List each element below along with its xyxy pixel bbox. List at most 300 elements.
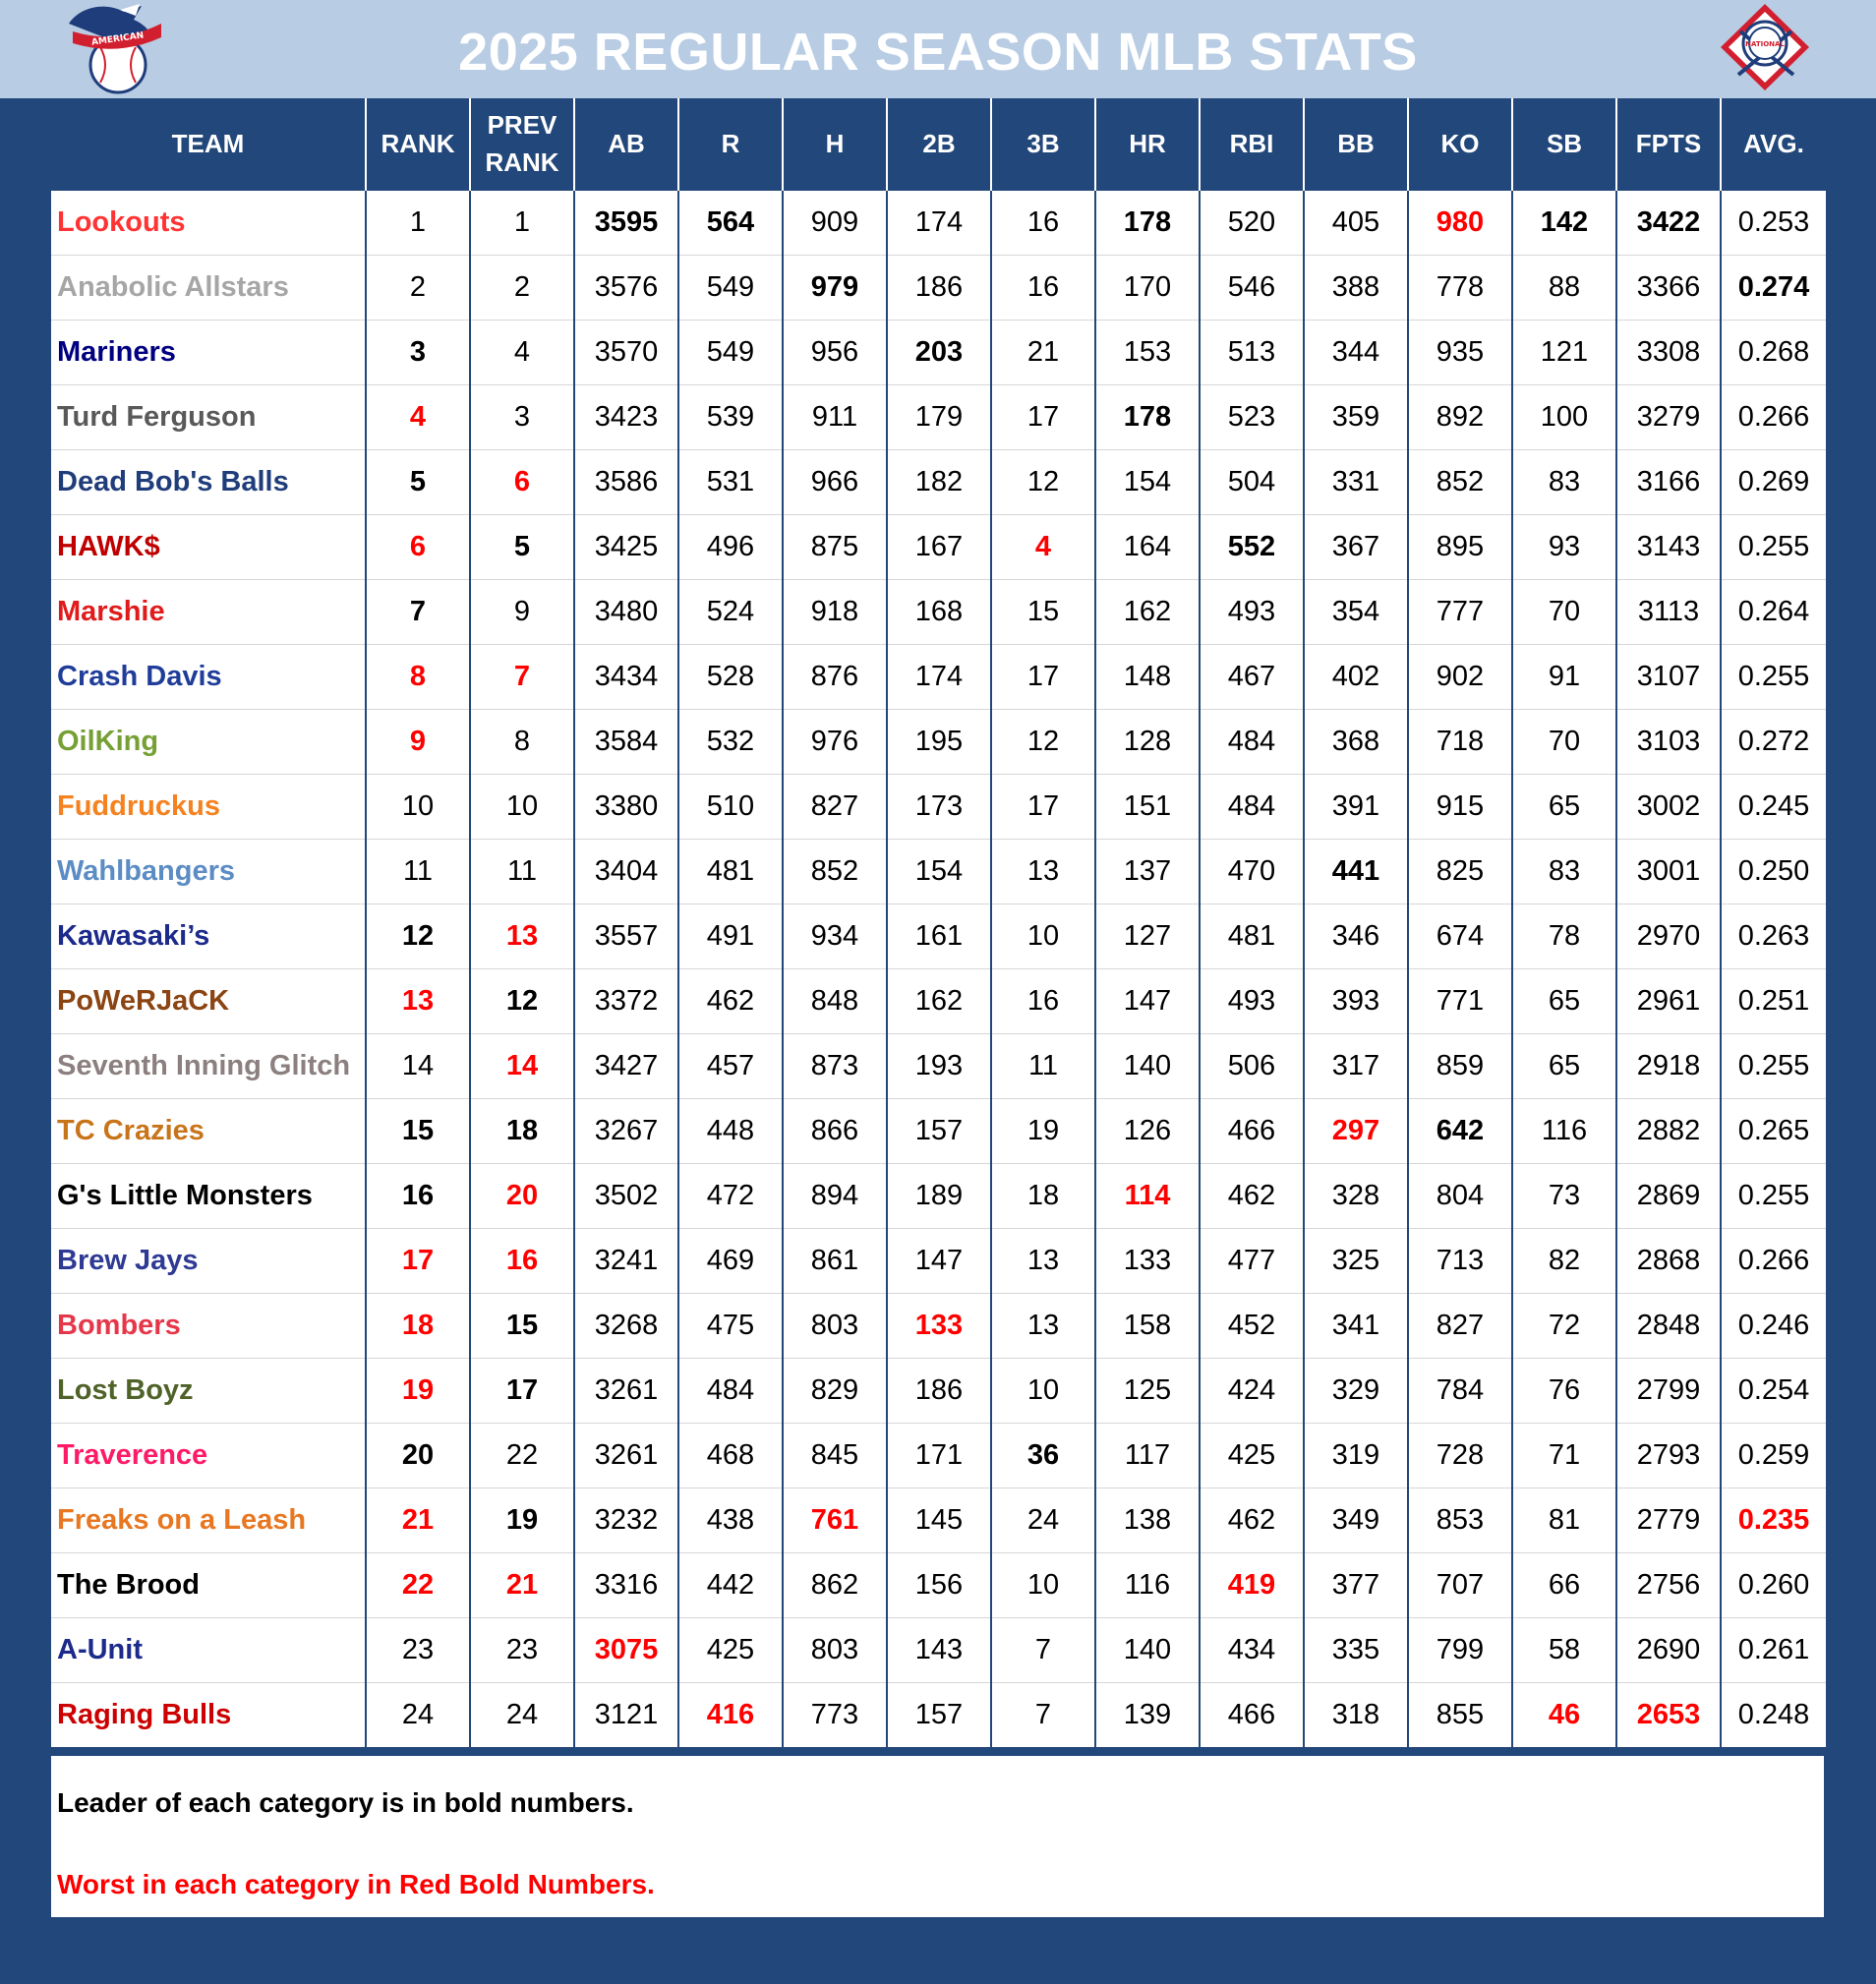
stat-cell-b3: 7: [991, 1683, 1095, 1748]
table-row: [51, 385, 1826, 450]
stat-cell-b2: 157: [887, 1099, 991, 1164]
team-name-cell: HAWK$: [51, 515, 366, 580]
stat-cell-b3: 12: [991, 450, 1095, 515]
stat-cell-hr: 125: [1095, 1359, 1200, 1424]
stat-cell-rank: 16: [366, 1164, 470, 1229]
stat-cell-rank: 20: [366, 1424, 470, 1488]
stat-cell-r: 531: [678, 450, 783, 515]
stat-cell-b2: 133: [887, 1294, 991, 1359]
stat-cell-rank: 9: [366, 710, 470, 775]
stat-cell-bb: 325: [1304, 1229, 1408, 1294]
stat-cell-bb: 441: [1304, 840, 1408, 904]
stat-cell-ko: 827: [1408, 1294, 1512, 1359]
stat-cell-rbi: 466: [1200, 1683, 1304, 1748]
stat-cell-fpts: 2756: [1616, 1553, 1721, 1618]
stat-cell-sb: 65: [1512, 1034, 1616, 1099]
stat-cell-r: 468: [678, 1424, 783, 1488]
stat-cell-avg: 0.255: [1721, 515, 1826, 580]
stat-cell-rbi: 520: [1200, 190, 1304, 256]
stat-cell-rbi: 424: [1200, 1359, 1304, 1424]
col-header-team: [51, 98, 366, 190]
stat-cell-b2: 186: [887, 1359, 991, 1424]
stat-cell-rbi: 462: [1200, 1164, 1304, 1229]
col-header-label: HR: [1129, 129, 1166, 158]
stat-cell-b2: 162: [887, 969, 991, 1034]
team-name-cell: Freaks on a Leash: [51, 1488, 366, 1553]
stat-cell-r: 484: [678, 1359, 783, 1424]
team-name-cell: A-Unit: [51, 1618, 366, 1683]
stat-cell-ab: 3241: [574, 1229, 678, 1294]
stat-cell-ab: 3404: [574, 840, 678, 904]
table-row: [51, 1424, 1826, 1488]
stat-cell-avg: 0.250: [1721, 840, 1826, 904]
stat-cell-rbi: 493: [1200, 580, 1304, 645]
stat-cell-hr: 164: [1095, 515, 1200, 580]
stat-cell-hr: 117: [1095, 1424, 1200, 1488]
team-name-cell: Bombers: [51, 1294, 366, 1359]
stat-cell-bb: 329: [1304, 1359, 1408, 1424]
team-name-cell: Seventh Inning Glitch: [51, 1034, 366, 1099]
stat-cell-fpts: 2882: [1616, 1099, 1721, 1164]
stat-cell-rank: 13: [366, 969, 470, 1034]
stat-cell-bb: 388: [1304, 256, 1408, 321]
stat-cell-b2: 182: [887, 450, 991, 515]
stat-cell-ab: 3261: [574, 1424, 678, 1488]
stat-cell-h: 934: [783, 904, 887, 969]
stat-cell-hr: 126: [1095, 1099, 1200, 1164]
page-title: 2025 REGULAR SEASON MLB STATS: [458, 23, 1418, 82]
stat-cell-b2: 179: [887, 385, 991, 450]
stat-cell-rbi: 552: [1200, 515, 1304, 580]
stat-cell-ko: 935: [1408, 321, 1512, 385]
stat-cell-hr: 116: [1095, 1553, 1200, 1618]
stat-cell-b3: 19: [991, 1099, 1095, 1164]
stat-cell-r: 491: [678, 904, 783, 969]
stat-cell-b2: 154: [887, 840, 991, 904]
stat-cell-avg: 0.268: [1721, 321, 1826, 385]
stat-cell-r: 532: [678, 710, 783, 775]
col-header-label: AB: [608, 129, 645, 158]
stats-table: [51, 98, 1826, 1747]
team-name-cell: Lost Boyz: [51, 1359, 366, 1424]
stat-cell-b2: 189: [887, 1164, 991, 1229]
stat-cell-prev-rank: 22: [470, 1424, 574, 1488]
stat-cell-b3: 13: [991, 1229, 1095, 1294]
stat-cell-h: 918: [783, 580, 887, 645]
team-name-cell: Traverence: [51, 1424, 366, 1488]
stat-cell-r: 549: [678, 256, 783, 321]
stat-cell-bb: 328: [1304, 1164, 1408, 1229]
stat-cell-ab: 3425: [574, 515, 678, 580]
team-name-cell: Fuddruckus: [51, 775, 366, 840]
stat-cell-avg: 0.274: [1721, 256, 1826, 321]
stat-cell-sb: 78: [1512, 904, 1616, 969]
stat-cell-ab: 3576: [574, 256, 678, 321]
stat-cell-fpts: 3422: [1616, 190, 1721, 256]
stat-cell-rank: 8: [366, 645, 470, 710]
stat-cell-hr: 128: [1095, 710, 1200, 775]
stat-cell-ko: 778: [1408, 256, 1512, 321]
stat-cell-fpts: 3366: [1616, 256, 1721, 321]
stat-cell-sb: 76: [1512, 1359, 1616, 1424]
stat-cell-h: 848: [783, 969, 887, 1034]
stat-cell-sb: 82: [1512, 1229, 1616, 1294]
stat-cell-rbi: 477: [1200, 1229, 1304, 1294]
stat-cell-bb: 377: [1304, 1553, 1408, 1618]
team-name-cell: TC Crazies: [51, 1099, 366, 1164]
stat-cell-prev-rank: 8: [470, 710, 574, 775]
stat-cell-ko: 718: [1408, 710, 1512, 775]
stat-cell-rank: 1: [366, 190, 470, 256]
stat-cell-prev-rank: 9: [470, 580, 574, 645]
stat-cell-hr: 148: [1095, 645, 1200, 710]
stat-cell-prev-rank: 7: [470, 645, 574, 710]
stat-cell-fpts: 2653: [1616, 1683, 1721, 1748]
stat-cell-avg: 0.266: [1721, 1229, 1826, 1294]
stat-cell-rank: 23: [366, 1618, 470, 1683]
stat-cell-r: 496: [678, 515, 783, 580]
table-row: [51, 1553, 1826, 1618]
stat-cell-ko: 892: [1408, 385, 1512, 450]
stat-cell-hr: 140: [1095, 1034, 1200, 1099]
stat-cell-ab: 3570: [574, 321, 678, 385]
stat-cell-sb: 71: [1512, 1424, 1616, 1488]
stat-cell-avg: 0.265: [1721, 1099, 1826, 1164]
stat-cell-bb: 402: [1304, 645, 1408, 710]
col-header-avg: [1721, 98, 1826, 190]
american-league-text: AMERICAN: [90, 30, 145, 48]
stat-cell-avg: 0.255: [1721, 1034, 1826, 1099]
stat-cell-sb: 73: [1512, 1164, 1616, 1229]
stat-cell-h: 875: [783, 515, 887, 580]
stat-cell-rank: 14: [366, 1034, 470, 1099]
stat-cell-sb: 142: [1512, 190, 1616, 256]
stat-cell-r: 524: [678, 580, 783, 645]
stat-cell-h: 773: [783, 1683, 887, 1748]
stat-cell-hr: 151: [1095, 775, 1200, 840]
stat-cell-prev-rank: 18: [470, 1099, 574, 1164]
stat-cell-sb: 65: [1512, 775, 1616, 840]
stat-cell-b2: 195: [887, 710, 991, 775]
stat-cell-b2: 145: [887, 1488, 991, 1553]
stat-cell-prev-rank: 14: [470, 1034, 574, 1099]
stat-cell-rank: 4: [366, 385, 470, 450]
stat-cell-ko: 855: [1408, 1683, 1512, 1748]
stat-cell-h: 866: [783, 1099, 887, 1164]
team-name-cell: Marshie: [51, 580, 366, 645]
stat-cell-rank: 18: [366, 1294, 470, 1359]
stat-cell-fpts: 2961: [1616, 969, 1721, 1034]
stat-cell-sb: 46: [1512, 1683, 1616, 1748]
team-name-cell: Raging Bulls: [51, 1683, 366, 1748]
stat-cell-h: 852: [783, 840, 887, 904]
stat-cell-b3: 10: [991, 904, 1095, 969]
stat-cell-sb: 72: [1512, 1294, 1616, 1359]
stat-cell-rank: 22: [366, 1553, 470, 1618]
stat-cell-ko: 713: [1408, 1229, 1512, 1294]
stat-cell-rank: 12: [366, 904, 470, 969]
col-header-3b: [991, 98, 1095, 190]
col-header-fpts: [1616, 98, 1721, 190]
col-header-label: BB: [1337, 129, 1375, 158]
stat-cell-sb: 88: [1512, 256, 1616, 321]
stat-cell-prev-rank: 17: [470, 1359, 574, 1424]
col-header-label: SB: [1546, 129, 1583, 158]
stat-cell-prev-rank: 11: [470, 840, 574, 904]
national-league-logo: [1711, 2, 1819, 96]
team-name-cell: Turd Ferguson: [51, 385, 366, 450]
stat-cell-prev-rank: 1: [470, 190, 574, 256]
stat-cell-prev-rank: 24: [470, 1683, 574, 1748]
stat-cell-h: 894: [783, 1164, 887, 1229]
stat-cell-sb: 66: [1512, 1553, 1616, 1618]
col-header-ab: [574, 98, 678, 190]
stat-cell-b2: 168: [887, 580, 991, 645]
table-row: [51, 1294, 1826, 1359]
stat-cell-ab: 3075: [574, 1618, 678, 1683]
col-header-sb: [1512, 98, 1616, 190]
stat-cell-bb: 391: [1304, 775, 1408, 840]
stat-cell-ko: 804: [1408, 1164, 1512, 1229]
stat-cell-hr: 133: [1095, 1229, 1200, 1294]
stat-cell-prev-rank: 19: [470, 1488, 574, 1553]
stat-cell-b3: 10: [991, 1359, 1095, 1424]
stat-cell-ab: 3316: [574, 1553, 678, 1618]
stat-cell-prev-rank: 3: [470, 385, 574, 450]
stat-cell-sb: 93: [1512, 515, 1616, 580]
stat-cell-avg: 0.251: [1721, 969, 1826, 1034]
stat-cell-ko: 799: [1408, 1618, 1512, 1683]
stat-cell-ab: 3121: [574, 1683, 678, 1748]
stat-cell-b2: 161: [887, 904, 991, 969]
stat-cell-bb: 346: [1304, 904, 1408, 969]
stat-cell-rank: 7: [366, 580, 470, 645]
col-header-h: [783, 98, 887, 190]
stat-cell-rbi: 462: [1200, 1488, 1304, 1553]
stat-cell-ab: 3586: [574, 450, 678, 515]
stat-cell-h: 876: [783, 645, 887, 710]
stat-cell-b2: 186: [887, 256, 991, 321]
stat-cell-b3: 12: [991, 710, 1095, 775]
stat-cell-avg: 0.254: [1721, 1359, 1826, 1424]
table-row: [51, 775, 1826, 840]
stat-cell-rbi: 484: [1200, 775, 1304, 840]
stat-cell-bb: 317: [1304, 1034, 1408, 1099]
stat-cell-sb: 65: [1512, 969, 1616, 1034]
stat-cell-hr: 178: [1095, 190, 1200, 256]
stat-cell-rbi: 467: [1200, 645, 1304, 710]
stat-cell-rank: 17: [366, 1229, 470, 1294]
stat-cell-b3: 16: [991, 969, 1095, 1034]
stat-cell-b3: 24: [991, 1488, 1095, 1553]
stat-cell-ko: 784: [1408, 1359, 1512, 1424]
stat-cell-b2: 174: [887, 645, 991, 710]
stat-cell-h: 761: [783, 1488, 887, 1553]
stat-cell-fpts: 3143: [1616, 515, 1721, 580]
american-league-logo: [59, 2, 167, 96]
stat-cell-ab: 3427: [574, 1034, 678, 1099]
stat-cell-avg: 0.255: [1721, 1164, 1826, 1229]
stat-cell-bb: 297: [1304, 1099, 1408, 1164]
stat-cell-ab: 3557: [574, 904, 678, 969]
header-row: [51, 98, 1826, 190]
col-header-rbi: [1200, 98, 1304, 190]
stat-cell-ko: 915: [1408, 775, 1512, 840]
stat-cell-h: 911: [783, 385, 887, 450]
stat-cell-rbi: 481: [1200, 904, 1304, 969]
stat-cell-fpts: 3001: [1616, 840, 1721, 904]
stat-cell-avg: 0.260: [1721, 1553, 1826, 1618]
stat-cell-avg: 0.245: [1721, 775, 1826, 840]
stat-cell-h: 829: [783, 1359, 887, 1424]
stat-cell-h: 976: [783, 710, 887, 775]
stat-cell-ko: 980: [1408, 190, 1512, 256]
col-header-label: FPTS: [1635, 129, 1702, 158]
stat-cell-hr: 114: [1095, 1164, 1200, 1229]
stat-cell-h: 956: [783, 321, 887, 385]
stat-cell-rbi: 513: [1200, 321, 1304, 385]
stat-cell-bb: 331: [1304, 450, 1408, 515]
team-name-cell: Lookouts: [51, 190, 366, 256]
stat-cell-r: 472: [678, 1164, 783, 1229]
stat-cell-b2: 174: [887, 190, 991, 256]
stat-cell-hr: 154: [1095, 450, 1200, 515]
stat-cell-r: 475: [678, 1294, 783, 1359]
stat-cell-avg: 0.235: [1721, 1488, 1826, 1553]
col-header-label: RBI: [1229, 129, 1274, 158]
stat-cell-rank: 19: [366, 1359, 470, 1424]
table-row: [51, 1618, 1826, 1683]
stat-cell-ab: 3232: [574, 1488, 678, 1553]
stat-cell-sb: 116: [1512, 1099, 1616, 1164]
stat-cell-prev-rank: 23: [470, 1618, 574, 1683]
stat-cell-fpts: 2799: [1616, 1359, 1721, 1424]
stat-cell-hr: 178: [1095, 385, 1200, 450]
stat-cell-hr: 153: [1095, 321, 1200, 385]
stat-cell-r: 564: [678, 190, 783, 256]
stat-cell-bb: 368: [1304, 710, 1408, 775]
stat-cell-bb: 344: [1304, 321, 1408, 385]
stat-cell-sb: 70: [1512, 580, 1616, 645]
stat-cell-rbi: 523: [1200, 385, 1304, 450]
stat-cell-b3: 36: [991, 1424, 1095, 1488]
stat-cell-prev-rank: 2: [470, 256, 574, 321]
stat-cell-ko: 771: [1408, 969, 1512, 1034]
stat-cell-avg: 0.255: [1721, 645, 1826, 710]
stat-cell-ab: 3261: [574, 1359, 678, 1424]
stat-cell-avg: 0.266: [1721, 385, 1826, 450]
table-row: [51, 1099, 1826, 1164]
stat-cell-r: 416: [678, 1683, 783, 1748]
stat-cell-bb: 393: [1304, 969, 1408, 1034]
stat-cell-ab: 3480: [574, 580, 678, 645]
stat-cell-b3: 13: [991, 840, 1095, 904]
stat-cell-ko: 707: [1408, 1553, 1512, 1618]
stat-cell-avg: 0.269: [1721, 450, 1826, 515]
team-name-cell: Crash Davis: [51, 645, 366, 710]
stat-cell-avg: 0.261: [1721, 1618, 1826, 1683]
stat-cell-rbi: 466: [1200, 1099, 1304, 1164]
stat-cell-rank: 10: [366, 775, 470, 840]
stat-cell-b3: 21: [991, 321, 1095, 385]
stat-cell-bb: 319: [1304, 1424, 1408, 1488]
stat-cell-b3: 10: [991, 1553, 1095, 1618]
stat-cell-hr: 170: [1095, 256, 1200, 321]
stat-cell-b2: 157: [887, 1683, 991, 1748]
table-row: [51, 1229, 1826, 1294]
table-row: [51, 515, 1826, 580]
stat-cell-ab: 3423: [574, 385, 678, 450]
stat-cell-fpts: 2690: [1616, 1618, 1721, 1683]
stat-cell-hr: 127: [1095, 904, 1200, 969]
stat-cell-fpts: 3166: [1616, 450, 1721, 515]
stat-cell-prev-rank: 20: [470, 1164, 574, 1229]
stat-cell-ko: 777: [1408, 580, 1512, 645]
stats-table-body: [51, 190, 1826, 1747]
col-header-prev-rank: [470, 98, 574, 190]
stat-cell-b2: 173: [887, 775, 991, 840]
team-name-cell: Brew Jays: [51, 1229, 366, 1294]
stat-cell-r: 457: [678, 1034, 783, 1099]
col-header-hr: [1095, 98, 1200, 190]
stat-cell-prev-rank: 6: [470, 450, 574, 515]
table-row: [51, 321, 1826, 385]
stat-cell-h: 873: [783, 1034, 887, 1099]
stat-cell-r: 539: [678, 385, 783, 450]
stat-cell-rank: 2: [366, 256, 470, 321]
stat-cell-rbi: 425: [1200, 1424, 1304, 1488]
stat-cell-ko: 895: [1408, 515, 1512, 580]
stat-cell-ko: 852: [1408, 450, 1512, 515]
stat-cell-prev-rank: 13: [470, 904, 574, 969]
table-row: [51, 1164, 1826, 1229]
team-name-cell: Kawasaki’s: [51, 904, 366, 969]
stat-cell-bb: 354: [1304, 580, 1408, 645]
stat-cell-hr: 162: [1095, 580, 1200, 645]
stat-cell-avg: 0.263: [1721, 904, 1826, 969]
stat-cell-r: 549: [678, 321, 783, 385]
stat-cell-r: 469: [678, 1229, 783, 1294]
stat-cell-fpts: 3002: [1616, 775, 1721, 840]
col-header-2b: [887, 98, 991, 190]
stat-cell-ko: 825: [1408, 840, 1512, 904]
stat-cell-hr: 138: [1095, 1488, 1200, 1553]
table-row: [51, 1488, 1826, 1553]
stat-cell-r: 425: [678, 1618, 783, 1683]
stat-cell-hr: 147: [1095, 969, 1200, 1034]
stat-cell-b3: 17: [991, 385, 1095, 450]
stat-cell-ab: 3372: [574, 969, 678, 1034]
stat-cell-avg: 0.272: [1721, 710, 1826, 775]
stat-cell-h: 909: [783, 190, 887, 256]
stat-cell-rank: 3: [366, 321, 470, 385]
stat-cell-prev-rank: 15: [470, 1294, 574, 1359]
stat-cell-avg: 0.264: [1721, 580, 1826, 645]
table-row: [51, 1683, 1826, 1748]
stat-cell-ab: 3267: [574, 1099, 678, 1164]
table-row: [51, 904, 1826, 969]
table-row: [51, 1359, 1826, 1424]
table-row: [51, 190, 1826, 256]
table-row: [51, 710, 1826, 775]
team-name-cell: G's Little Monsters: [51, 1164, 366, 1229]
stat-cell-h: 803: [783, 1618, 887, 1683]
stat-cell-fpts: 3103: [1616, 710, 1721, 775]
stat-cell-fpts: 3279: [1616, 385, 1721, 450]
col-header-label: R: [721, 129, 740, 158]
stat-cell-ab: 3434: [574, 645, 678, 710]
table-row: [51, 450, 1826, 515]
